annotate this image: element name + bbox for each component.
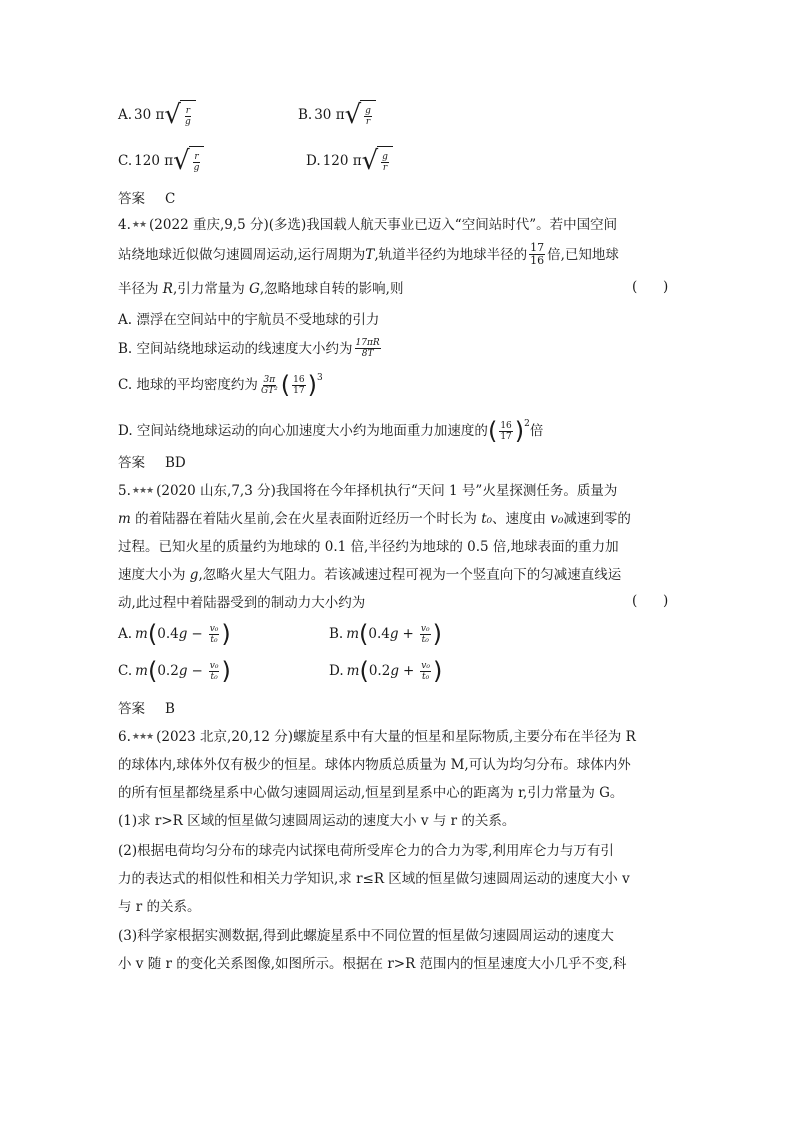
answer-value: BD <box>165 455 186 471</box>
frac-den: g <box>193 162 200 173</box>
answer-value: C <box>165 191 176 207</box>
question-text: (2)根据电荷均匀分布的球壳内试探电荷所受库仑力的合力为零,利用库仑力与万有引 <box>118 843 614 859</box>
q5-line-1 <box>118 481 617 501</box>
question-text: ,忽略火星大气阻力。若该减速过程可视为一个竖直向下的匀减速直线运 <box>198 567 622 583</box>
frac-num: v₀ <box>421 660 430 671</box>
q4-line-2 <box>118 242 619 267</box>
option-text: D. 空间站绕地球运动的向心加速度大小约为地面重力加速度的 <box>118 423 488 439</box>
question-text: ,轨道半径约为地球半径的 <box>374 246 528 263</box>
question-text: 的球体内,球体外仅有极少的恒星。球体内物质总质量为 M,可认为均匀分布。球体内外 <box>118 757 631 773</box>
option-label: C. <box>118 663 133 679</box>
frac-num: v₀ <box>420 623 430 634</box>
question-text: (2022 重庆,9,5 分)(多选)我国载人航天事业已迈入“空间站时代”。若中国空间 <box>149 217 618 233</box>
var-m: m <box>118 511 131 527</box>
q5-answer <box>118 699 175 719</box>
var-T: T <box>365 246 375 263</box>
var-v0: v₀ <box>550 511 564 527</box>
frac-den: r <box>382 162 388 173</box>
q6-line-5 <box>118 841 614 861</box>
difficulty-stars: ★★ <box>131 220 147 230</box>
q5-line-3 <box>118 537 619 557</box>
question-text: (2023 北京,20,12 分)螺旋星系中有大量的恒星和星际物质,主要分布在半径为 R <box>156 729 636 745</box>
option-coef: 120 π <box>134 153 174 169</box>
exponent: 3 <box>316 373 323 383</box>
question-number: 5. <box>118 483 131 499</box>
frac-den: 17 <box>293 385 305 396</box>
q6-line-2 <box>118 755 631 775</box>
var-g: g <box>189 567 199 583</box>
q3-option-d <box>306 146 393 176</box>
q5-option-a: A. m ( 0.4 g − $\frac{\text{v₀}}{\text{t₀}}$ ) <box>118 620 231 648</box>
q6-line-6 <box>118 869 630 889</box>
q3-option-b <box>298 100 376 130</box>
option-label: B. <box>298 107 313 123</box>
q4-option-c: C. 地球的平均密度约为 $\frac{3\pi}{\text{GT²}}$ ( $\frac{16}{17}$ ) $^3$ <box>118 373 323 397</box>
question-number: 4. <box>118 217 131 233</box>
q6-line-1 <box>118 727 636 747</box>
question-text: ,忽略地球自转的影响,则 <box>259 281 404 297</box>
q6-line-8 <box>118 926 614 946</box>
question-text: (2020 山东,7,3 分)我国将在今年择机执行“天问 1 号”火星探测任务。质量为 <box>156 483 618 499</box>
question-text: 小 v 随 r 的变化关系图像,如图所示。根据在 r>R 范围内的恒星速度大小几乎不变,科 <box>118 956 627 972</box>
frac-num: g <box>365 105 371 116</box>
var-R: R <box>162 281 173 297</box>
exponent: 2 <box>524 419 530 429</box>
answer-value: B <box>165 701 175 717</box>
q4-option-a <box>118 310 379 330</box>
frac-den: t₀ <box>421 634 429 645</box>
question-text: 过程。已知火星的质量约为地球的 0.1 倍,半径约为地球的 0.5 倍,地球表面的重力加 <box>118 539 619 555</box>
option-coef: 30 π <box>314 107 345 123</box>
q6-line-9 <box>118 954 626 974</box>
question-text: 半径为 <box>118 281 163 297</box>
frac-num: 3π <box>263 374 276 385</box>
difficulty-stars: ★★★ <box>131 486 154 496</box>
option-label: D. <box>329 663 344 679</box>
option-label: D. <box>306 153 321 169</box>
frac-num: 17πR <box>355 338 380 348</box>
question-text: 的着陆器在着陆火星前,会在火星表面附近经历一个时长为 <box>130 511 482 527</box>
option-label: A. <box>118 107 133 123</box>
question-text: (3)科学家根据实测数据,得到此螺旋星系中不同位置的恒星做匀速圆周运动的速度大 <box>118 928 614 944</box>
coef: 0.4 <box>368 626 390 642</box>
option-text: B. 空间站绕地球运动的线速度大小约为 <box>118 340 353 357</box>
question-text: 减速到零的 <box>563 511 631 527</box>
frac-num: g <box>382 151 388 162</box>
q4-line-3 <box>118 279 403 299</box>
frac-num: r <box>185 105 190 116</box>
frac-den: g <box>184 116 191 127</box>
q3-answer <box>118 189 175 209</box>
answer-label: 答案 <box>118 455 145 471</box>
q5-line-2 <box>118 509 631 529</box>
coef: 0.2 <box>157 663 179 679</box>
fraction <box>420 661 431 682</box>
frac-den: 8T <box>361 349 374 359</box>
option-coef: 30 π <box>134 107 165 123</box>
q5-line-4 <box>118 565 621 585</box>
operator: + <box>402 626 414 642</box>
frac-den: 16 <box>530 254 545 267</box>
q6-line-3 <box>118 783 623 803</box>
q4-option-d: D. 空间站绕地球运动的向心加速度大小约为地面重力加速度的 ( $\frac{16}{17}$ ) $^2$ 倍 <box>118 419 543 443</box>
q5-option-c: C. m ( 0.2 g − $\frac{\text{v₀}}{\text{t₀}}$ ) <box>118 657 231 685</box>
q3-option-c <box>118 146 204 176</box>
frac-den: t₀ <box>422 671 430 682</box>
fraction <box>292 375 305 396</box>
fraction <box>420 624 431 645</box>
operator: − <box>191 663 203 679</box>
option-label: B. <box>329 626 344 642</box>
q3-option-a <box>118 100 196 130</box>
sqrt-expression: √ $\frac{r}{g}$ <box>164 100 195 130</box>
question-text: 动,此过程中着陆器受到的制动力大小约为 <box>118 595 366 611</box>
frac-den: t₀ <box>210 671 218 682</box>
question-text: ,引力常量为 <box>172 281 250 297</box>
q6-line-4 <box>118 811 515 831</box>
question-text: 与 r 的关系。 <box>118 899 201 915</box>
sqrt-expression: √ $\frac{g}{r}$ <box>362 146 393 176</box>
question-text: 速度大小为 <box>118 567 190 583</box>
frac-den: t₀ <box>210 634 218 645</box>
answer-label: 答案 <box>118 191 145 207</box>
fraction <box>209 661 220 682</box>
option-text: 倍 <box>529 423 544 439</box>
frac-num: 17 <box>530 241 545 254</box>
answer-bracket: ( ) <box>632 279 669 295</box>
option-coef: 120 π <box>322 153 362 169</box>
q4-answer <box>118 453 186 473</box>
question-text: 、速度由 <box>492 511 551 527</box>
question-number: 6. <box>118 729 131 745</box>
frac-num: 16 <box>500 420 512 431</box>
question-text: 的所有恒星都绕星系中心做匀速圆周运动,恒星到星系中心的距离为 r,引力常量为 G。 <box>118 785 624 801</box>
question-text: 力的表达式的相似性和相关力学知识,求 r≤R 区域的恒星做匀速圆周运动的速度大小 v <box>118 871 630 887</box>
coef: 0.2 <box>368 663 391 679</box>
fraction <box>499 421 512 442</box>
frac-num: 16 <box>293 374 305 385</box>
q5-option-b: B. m ( 0.4 g + $\frac{\text{v₀}}{\text{t₀}}$ ) <box>329 620 442 648</box>
var-G: G <box>249 281 260 297</box>
option-label: C. <box>118 153 133 169</box>
var-t0: t₀ <box>481 511 493 527</box>
question-text: (1)求 r>R 区域的恒星做匀速圆周运动的速度大小 v 与 r 的关系。 <box>118 813 516 829</box>
fraction <box>209 624 220 645</box>
frac-num: v₀ <box>209 623 219 634</box>
frac-den: GT² <box>260 385 278 396</box>
question-text: 倍,已知地球 <box>547 246 619 263</box>
question-text: 站绕地球近似做匀速圆周运动,运行周期为 <box>118 246 366 263</box>
operator: − <box>191 626 203 642</box>
q5-option-d: D. m ( 0.2 g + $\frac{\text{v₀}}{\text{t₀}}$ ) <box>329 657 443 685</box>
option-text: C. 地球的平均密度约为 <box>118 377 258 393</box>
frac-den: 17 <box>500 431 512 442</box>
frac-den: r <box>365 116 371 127</box>
difficulty-stars: ★★★ <box>131 732 154 742</box>
frac-num: r <box>194 151 199 162</box>
answer-label: 答案 <box>118 701 145 717</box>
coef: 0.4 <box>157 626 179 642</box>
fraction <box>355 338 381 359</box>
q5-line-5 <box>118 593 365 613</box>
operator: + <box>402 663 415 679</box>
fraction-17-16 <box>529 242 545 267</box>
frac-num: v₀ <box>209 660 219 671</box>
q6-line-7 <box>118 897 201 917</box>
option-text: A. 漂浮在空间站中的宇航员不受地球的引力 <box>118 312 380 328</box>
q4-option-b <box>118 338 383 359</box>
sqrt-expression: √ $\frac{g}{r}$ <box>345 100 376 130</box>
answer-bracket: ( ) <box>632 593 669 609</box>
q4-line-1 <box>118 215 617 235</box>
option-label: A. <box>118 626 133 642</box>
sqrt-expression: √ $\frac{r}{g}$ <box>173 146 204 176</box>
fraction <box>260 375 279 396</box>
